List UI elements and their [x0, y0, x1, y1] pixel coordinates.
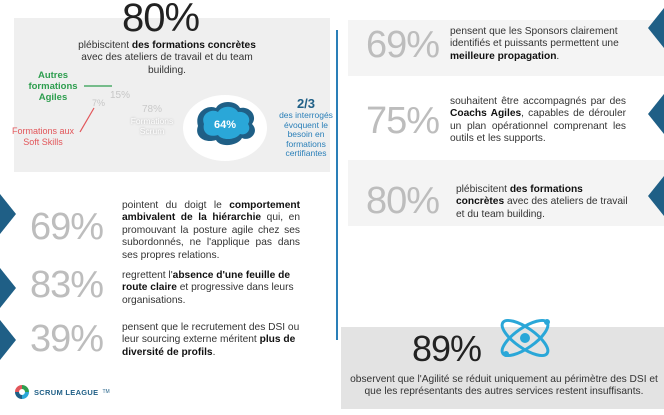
- left-stat-2-bold: absence d'une feuille de route claire: [122, 270, 291, 294]
- label-autres-formations: Autres formations Agiles: [28, 70, 78, 103]
- left-stat-3-bold: plus de diversité de profils: [122, 334, 296, 358]
- autres-value: 15%: [110, 90, 131, 101]
- right-stat-1-percent: 69%: [366, 24, 440, 66]
- atom-icon: [494, 312, 556, 364]
- bottom-text: observent que l'Agilité se réduit uniquement au périmètre des DSI et que les représentants des autres services restent insuffisants.: [350, 374, 658, 398]
- scrum-value: 78%: [142, 104, 163, 115]
- left-stat-3-percent: 39%: [30, 318, 104, 360]
- top-percent: 80%: [122, 0, 200, 40]
- right-stat-2-post: , capables de dérouler un plan opérationnel comprenant les outils et les supports.: [450, 108, 627, 145]
- left-stat-3-pre: pensent que le recrutement des DSI ou leur sourcing externe méritent: [122, 322, 300, 346]
- logo-tm: TM: [102, 389, 110, 395]
- soft-connector: [80, 108, 94, 132]
- label-formations-scrum: Formations Scrum: [130, 116, 174, 136]
- left-stat-2-pre: regrettent l': [122, 270, 173, 281]
- left-stat-2-percent: 83%: [30, 264, 104, 306]
- left-stat-1-post: qui, en promouvant la posture agile chez ses subordonnés, ne l'applique pas dans ses propres relations.: [122, 212, 301, 261]
- right-stat-1-pre: pensent que les Sponsors clairement identifiés et puissants permettent une: [450, 26, 619, 50]
- right-stat-1-text: [450, 26, 630, 63]
- scrum-league-logo: [14, 384, 110, 400]
- top-description: [72, 40, 262, 77]
- top-desc-bold: des formations concrètes: [131, 40, 256, 51]
- right-stat-3-post: avec des ateliers de travail et du team building.: [456, 196, 628, 220]
- brain-icon: [180, 92, 270, 162]
- right-stat-3-pre: plébiscitent: [456, 184, 510, 195]
- edge-arrow-right-1: [648, 8, 664, 48]
- fraction-text: des interrogés évoquent le besoin en formations certifiantes: [279, 110, 333, 159]
- right-stat-1-post: .: [556, 50, 560, 62]
- scrum-league-logo-icon: [14, 384, 30, 400]
- left-stat-3-text: [122, 322, 304, 359]
- edge-arrow-right-3: [648, 176, 664, 216]
- right-stat-2-bold: Coachs Agiles: [450, 108, 522, 120]
- right-stat-2-text: [450, 96, 626, 146]
- edge-arrow-right-2: [648, 94, 664, 134]
- right-stat-3-text: [456, 184, 628, 221]
- top-desc-pre: plébiscitent: [78, 40, 132, 51]
- left-stat-1-bold: comportement ambivalent de la hiérarchie: [122, 200, 300, 224]
- left-stat-2-text: [122, 270, 300, 307]
- edge-arrow-left-2: [0, 268, 16, 308]
- soft-value: 7%: [92, 98, 106, 108]
- brain-value: 64%: [213, 119, 237, 131]
- left-stat-2-post: et progressive dans leurs organisations.: [122, 282, 294, 306]
- right-stat-3-bold: des formations concrètes: [456, 184, 583, 208]
- edge-arrow-left-1: [0, 194, 16, 234]
- left-stat-1-text: [122, 200, 300, 262]
- right-stat-2-pre: souhaitent être accompagnés par des: [450, 96, 626, 107]
- top-desc-line2: avec des ateliers de travail et du team building.: [81, 52, 253, 76]
- left-stat-3-post: .: [212, 346, 216, 358]
- right-stat-1-bold: meilleure propagation: [450, 50, 557, 62]
- edge-arrow-left-3: [0, 320, 16, 360]
- bottom-percent: 89%: [412, 328, 482, 369]
- label-soft-skills: Formations aux Soft Skills: [11, 126, 75, 147]
- right-stat-3-percent: 80%: [366, 180, 440, 222]
- left-stat-1-pre: pointent du doigt le: [122, 200, 230, 211]
- center-divider: [336, 30, 338, 340]
- fraction-value: 2/3: [296, 96, 316, 111]
- right-stat-2-percent: 75%: [366, 100, 440, 142]
- left-stat-1-percent: 69%: [30, 206, 104, 248]
- donut-chart: [72, 80, 192, 150]
- logo-text: SCRUM LEAGUE: [34, 387, 99, 397]
